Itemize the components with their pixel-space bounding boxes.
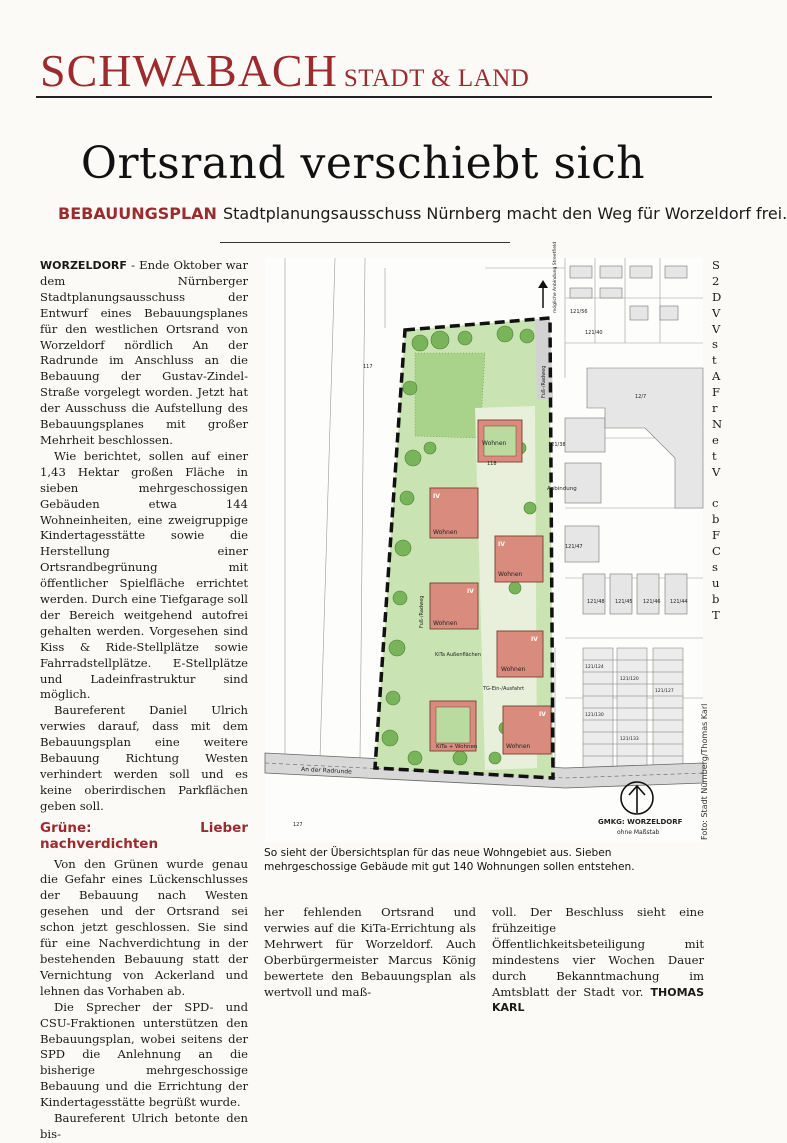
peek-letter: e [712, 432, 719, 447]
parcel-number: 121/38 [548, 442, 566, 448]
peek-letter: b [712, 591, 720, 606]
map-label-wohnen: Wohnen [433, 620, 458, 627]
map-label-wohnen: Wohnen [482, 440, 507, 447]
kicker-keyword: BEBAUUNGSPLAN [58, 204, 217, 223]
map-label-anbindung: Anbindung [547, 486, 577, 492]
dateline: WORZELDORF [40, 259, 127, 272]
peek-letter: T [712, 607, 720, 622]
map-label-storey: IV [531, 636, 538, 643]
article-subhead: Grüne: Lieber nachverdichten [40, 819, 248, 852]
peek-letter: t [712, 448, 717, 463]
kicker [58, 204, 787, 223]
map-label-gmkg: GMKG: WORZELDORF [598, 818, 683, 826]
parcel-number: 121/127 [655, 689, 674, 694]
headline: Ortsrand verschiebt sich [80, 138, 646, 189]
article-paragraph: Baureferent Daniel Ulrich verwies darauf, dass mit dem Bebauungsplan eine weitere Bebauung Richtung Westen verhindert werden soll und es keine oberirdischen Parkflächen geben soll. [40, 703, 248, 813]
peek-letter: D [712, 289, 722, 304]
kicker-text: Stadtplanungsausschuss Nürnberg macht den Weg für Worzeldorf frei. [222, 204, 787, 223]
kicker-rule [220, 242, 510, 243]
peek-letter: c [712, 496, 719, 511]
article-column-3 [492, 905, 704, 1016]
peek-letter: V [712, 321, 721, 336]
peek-letter: V [712, 464, 721, 479]
paragraph-text: - Ende Oktober war dem Nürnberger Stadtplanungsausschuss der Entwurf eines Bebauungsplanes für den westlichen Ortsrand von Worzeldorf nördlich An der Radrunde im Anschluss an die Bebauung der Gustav-Zindel-Straße vorgelegt worden. Jetzt hat der Ausschuss die Aufstellung des Bebauungsplanes mit großer Mehrheit beschlossen. [40, 258, 249, 447]
peek-letter: F [712, 385, 721, 400]
article-column-1 [40, 258, 248, 1143]
parcel-number: 121/47 [565, 544, 583, 550]
map-label-wohnen: Wohnen [506, 743, 531, 750]
map-label-storey: IV [467, 588, 474, 595]
masthead-section: STADT & LAND [343, 65, 530, 92]
article-paragraph: Baureferent Ulrich betonte den bis- [40, 1111, 248, 1141]
peek-letter: V [712, 305, 721, 320]
parcel-number: 12/7 [635, 394, 647, 400]
map-label-road: An der Radrunde [300, 766, 352, 776]
masthead-rule [36, 96, 712, 98]
map-label-fuss-radweg: Fuß-/Radweg [419, 595, 425, 628]
map-label-kita: KiTa + Wohnen [436, 744, 478, 750]
parcel-number: 121/45 [615, 599, 633, 605]
peek-letter: s [712, 559, 718, 574]
parcel-number: 117 [363, 364, 373, 370]
parcel-number: 121/130 [585, 713, 604, 718]
parcel-number: 121/133 [620, 737, 639, 742]
article-paragraph: her fehlenden Ortsrand und verwies auf die KiTa-Errichtung als Mehrwert für Worzeldorf. Auch Oberbürgermeister Marcus König bewertete den Bebauungsplan als wertvoll und maß- [264, 905, 476, 999]
peek-letter: C [712, 544, 721, 559]
map-label-kita-aussen: KiTa Außenflächen [435, 652, 481, 658]
paragraph-text: voll. Der Beschluss sieht eine frühzeitige Öffentlichkeitsbeteiligung mit mindestens vier Wochen Dauer durch Bekanntmachung im Amtsblatt der Stadt vor. [492, 905, 704, 999]
map-label-storey: IV [539, 711, 546, 718]
article-paragraph: Von den Grünen wurde genau die Gefahr eines Lückenschlusses der Bebauung nach Westen gesehen und der Ortsrand sei schon jetzt geschlossen. Sie sind für eine Nachverdichtung in der bestehenden Bebauung statt der Vernichtung von Ackerland und lehnen das Vorhaben ab. [40, 856, 248, 998]
peek-letter: A [712, 369, 721, 384]
peek-letter: N [712, 416, 723, 431]
map-label-wohnen: Wohnen [501, 666, 526, 673]
parcel-number: 121/44 [670, 599, 688, 605]
map-label-tg: TG-Ein-/Ausfahrt [483, 686, 525, 692]
peek-letter: S [712, 258, 720, 272]
parcel-number: 121/40 [585, 330, 603, 336]
parcel-number: 121/120 [620, 677, 639, 682]
article-paragraph [40, 258, 248, 449]
author: THOMAS KARL [492, 985, 704, 1015]
map-label-moegliche: mögliche Anbindung Streetfield [553, 241, 558, 313]
site-plan-map [265, 241, 703, 842]
parcel-number: 121/124 [585, 665, 604, 670]
map-label-storey: IV [498, 541, 505, 548]
parcel-number: 121/48 [587, 599, 605, 605]
peek-letter: u [712, 575, 720, 590]
article-column-2 [264, 905, 476, 1000]
parcel-number: 121/56 [570, 309, 588, 315]
peek-letter: s [712, 337, 718, 352]
map-caption: So sieht der Übersichtsplan für das neue Wohngebiet aus. Sieben mehrgeschossige Gebäude mit gut 140 Wohnungen sollen entstehen. [264, 847, 635, 873]
peek-letter: b [712, 512, 720, 527]
article-paragraph: Die Sprecher der SPD- und CSU-Fraktionen unterstützen den Bebauungsplan, wobei seitens der SPD die Anlehnung an die bisherige mehrgeschossige Bebauung und die Errichtung der Kindertagesstätte begrüßt wurde. [40, 999, 248, 1110]
peek-letter: 2 [712, 273, 720, 288]
map-label-fuss-radweg: Fuß-/Radweg [541, 365, 547, 398]
parcel-number: 118 [487, 461, 497, 467]
peek-letter: t [712, 353, 717, 368]
map-label-wohnen: Wohnen [498, 571, 523, 578]
peek-letter [712, 480, 726, 496]
parcel-number: 121/46 [643, 599, 661, 605]
masthead-title: SCHWABACH [40, 45, 338, 96]
masthead [40, 44, 529, 97]
peek-letter: r [712, 401, 718, 416]
article-paragraph: Wie berichtet, sollen auf einer 1,43 Hektar großen Fläche in sieben mehrgeschossigen Gebäuden etwa 144 Wohneinheiten, eine zweigruppige Kindertagesstätte sowie die Herstellung einer Ortsrandbegrünung mit öffentlicher Spielfläche errichtet werden. Durch eine Tiefgarage soll der Bereich weitgehend autofrei gehalten werden. Vorgesehen sind Kiss & Ride-Stellplätze sowie Fahrradstellplätze. E-Stellplätze und Ladeinfrastruktur sind möglich. [40, 448, 248, 702]
map-label-massstab: ohne Maßstab [617, 829, 660, 836]
next-column-peek [712, 258, 726, 623]
map-label-storey: IV [433, 493, 440, 500]
map-label-wohnen: Wohnen [433, 529, 458, 536]
photo-credit: Foto: Stadt Nürnberg/Thomas Karl [700, 703, 709, 840]
parcel-number: 127 [293, 822, 303, 828]
peek-letter: F [712, 528, 721, 543]
article-paragraph [492, 905, 704, 1016]
